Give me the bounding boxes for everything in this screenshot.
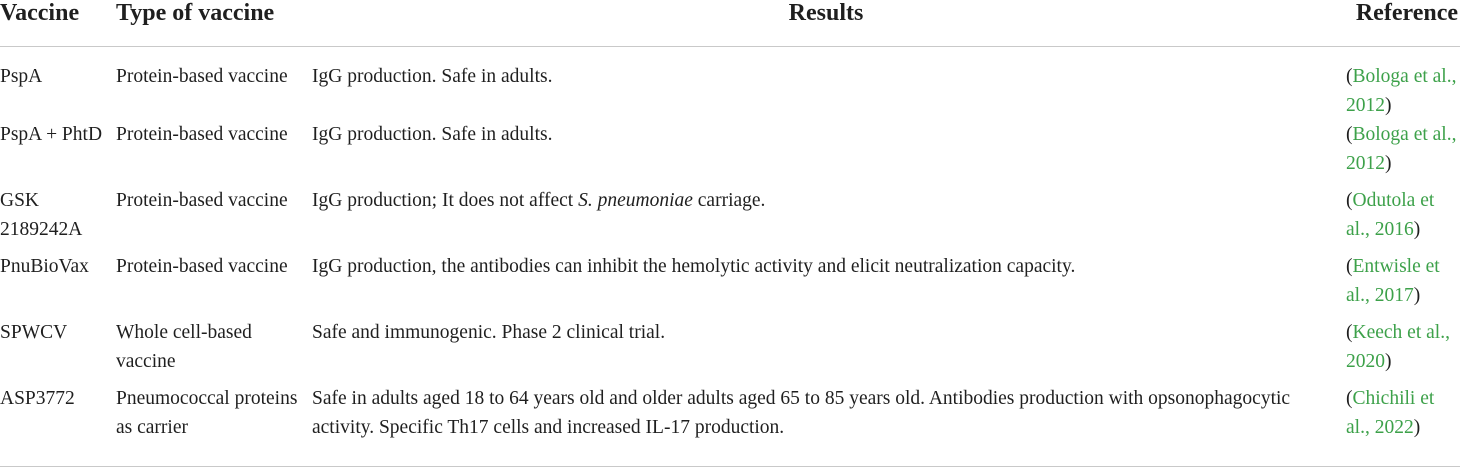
table-row [0,47,1460,121]
header-row [0,0,1460,47]
reference-link[interactable]: Bologa et al., 2012 [1346,66,1457,116]
cell-type: Protein-based vaccine [116,124,288,145]
cell-type: Protein-based vaccine [116,66,288,87]
cell-results: IgG production. Safe in adults. [312,66,553,87]
reference-link[interactable]: Chichili et al., 2022 [1346,388,1435,438]
cell-vaccine: PspA + PhtD [0,124,103,145]
results-text-italic: S. pneumoniae [578,190,693,211]
cell-results: Safe and immunogenic. Phase 2 clinical trial. [312,322,666,343]
cell-type: Whole cell-based vaccine [116,322,252,372]
header-reference: Reference [1340,0,1460,47]
table-row [0,252,1460,318]
cell-reference: (Chichili et al., 2022) [1340,384,1460,467]
cell-type: Protein-based vaccine [116,190,288,211]
table-row [0,384,1460,467]
header-vaccine: Vaccine [0,0,114,47]
cell-results: IgG production, the antibodies can inhibit the hemolytic activity and elicit neutralization capacity. [312,256,1076,277]
cell-results [312,186,1340,252]
table-row [0,120,1460,186]
results-text-post: carriage. [692,190,766,211]
cell-vaccine: PnuBioVax [0,256,89,277]
cell-reference: (Odutola et al., 2016) [1346,190,1435,240]
reference-link[interactable]: Keech et al., 2020 [1346,322,1450,372]
cell-reference: (Keech et al., 2020) [1346,322,1450,372]
cell-type: Protein-based vaccine [116,256,288,277]
cell-results: IgG production. Safe in adults. [312,124,553,145]
cell-vaccine: PspA [0,66,43,87]
cell-results: Safe in adults aged 18 to 64 years old and older adults aged 65 to 85 years old. Antibodies production with opsonophagocytic activity. Specific Th17 cells and increased IL-17 production. [312,384,1340,467]
cell-vaccine: SPWCV [0,322,68,343]
reference-link[interactable]: Entwisle et al., 2017 [1346,256,1440,306]
table-header [0,0,1460,47]
results-text-pre: IgG production; It does not affect [312,190,579,211]
cell-vaccine: GSK 2189242A [0,190,83,240]
header-results: Results [312,0,1340,47]
cell-reference: (Bologa et al., 2012) [1346,66,1457,116]
cell-reference: (Bologa et al., 2012) [1346,124,1457,174]
cell-vaccine: ASP3772 [0,384,114,467]
cell-reference: (Entwisle et al., 2017) [1346,256,1440,306]
table-row [0,318,1460,384]
reference-link[interactable]: Odutola et al., 2016 [1346,190,1435,240]
cell-type: Pneumococcal proteins as carrier [114,384,312,467]
table-row [0,186,1460,252]
table-body [0,47,1460,467]
reference-link[interactable]: Bologa et al., 2012 [1346,124,1457,174]
header-type-of-vaccine: Type of vaccine [114,0,312,47]
